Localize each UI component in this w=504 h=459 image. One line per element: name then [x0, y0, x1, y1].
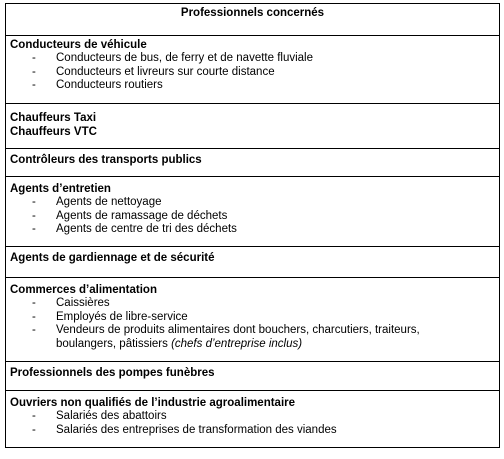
section-items: [10, 410, 495, 437]
list-item-text: Vendeurs de produits alimentaires dont bouchers, charcutiers, traiteurs,: [56, 324, 420, 336]
professions-table: [5, 3, 500, 448]
section-title: Contrôleurs des transports publics: [10, 154, 202, 166]
section-agents-entretien: [6, 176, 499, 246]
list-item-note: (chefs d’entreprise inclus): [171, 337, 303, 350]
section-controleurs: [6, 148, 499, 176]
section-pompes-funebres: [6, 361, 499, 390]
section-items: [10, 52, 495, 93]
list-item: - Conducteurs de bus, de ferry et de navette fluviale: [32, 52, 495, 66]
list-item: - Agents de ramassage de déchets: [32, 210, 495, 224]
section-items: [10, 196, 495, 237]
list-item: - Agents de centre de tri des déchets: [32, 223, 495, 237]
section-title: Professionnels des pompes funèbres: [10, 367, 215, 379]
section-title-2: Chauffeurs VTC: [10, 126, 97, 138]
section-chauffeurs: [6, 103, 499, 148]
section-title: Chauffeurs Taxi: [10, 112, 97, 124]
list-item: - Conducteurs routiers: [32, 79, 495, 93]
table-header: [6, 4, 499, 35]
section-commerces-alimentation: [6, 277, 499, 361]
list-item: - Agents de nettoyage: [32, 196, 495, 210]
list-item-continuation: boulangers, pâtissiers: [56, 337, 172, 350]
section-ouvriers-agroalimentaire: [6, 390, 499, 447]
section-conducteurs-vehicule: [6, 35, 499, 103]
section-gardiennage: [6, 246, 499, 277]
list-item: [32, 324, 495, 351]
section-title: Conducteurs de véhicule: [10, 39, 147, 51]
section-title: Commerces d’alimentation: [10, 284, 157, 296]
section-title: Ouvriers non qualifiés de l’industrie agroalimentaire: [10, 397, 296, 409]
list-item: - Employés de libre-service: [32, 311, 495, 325]
list-item: - Conducteurs et livreurs sur courte distance: [32, 66, 495, 80]
list-item: - Salariés des abattoirs: [32, 410, 495, 424]
list-item: - Salariés des entreprises de transformation des viandes: [32, 424, 495, 438]
section-title: Agents d’entretien: [10, 183, 111, 195]
list-item: - Caissières: [32, 297, 495, 311]
section-title: Agents de gardiennage et de sécurité: [10, 252, 215, 264]
header-label: Professionnels concernés: [180, 7, 325, 19]
section-items: [10, 297, 495, 351]
